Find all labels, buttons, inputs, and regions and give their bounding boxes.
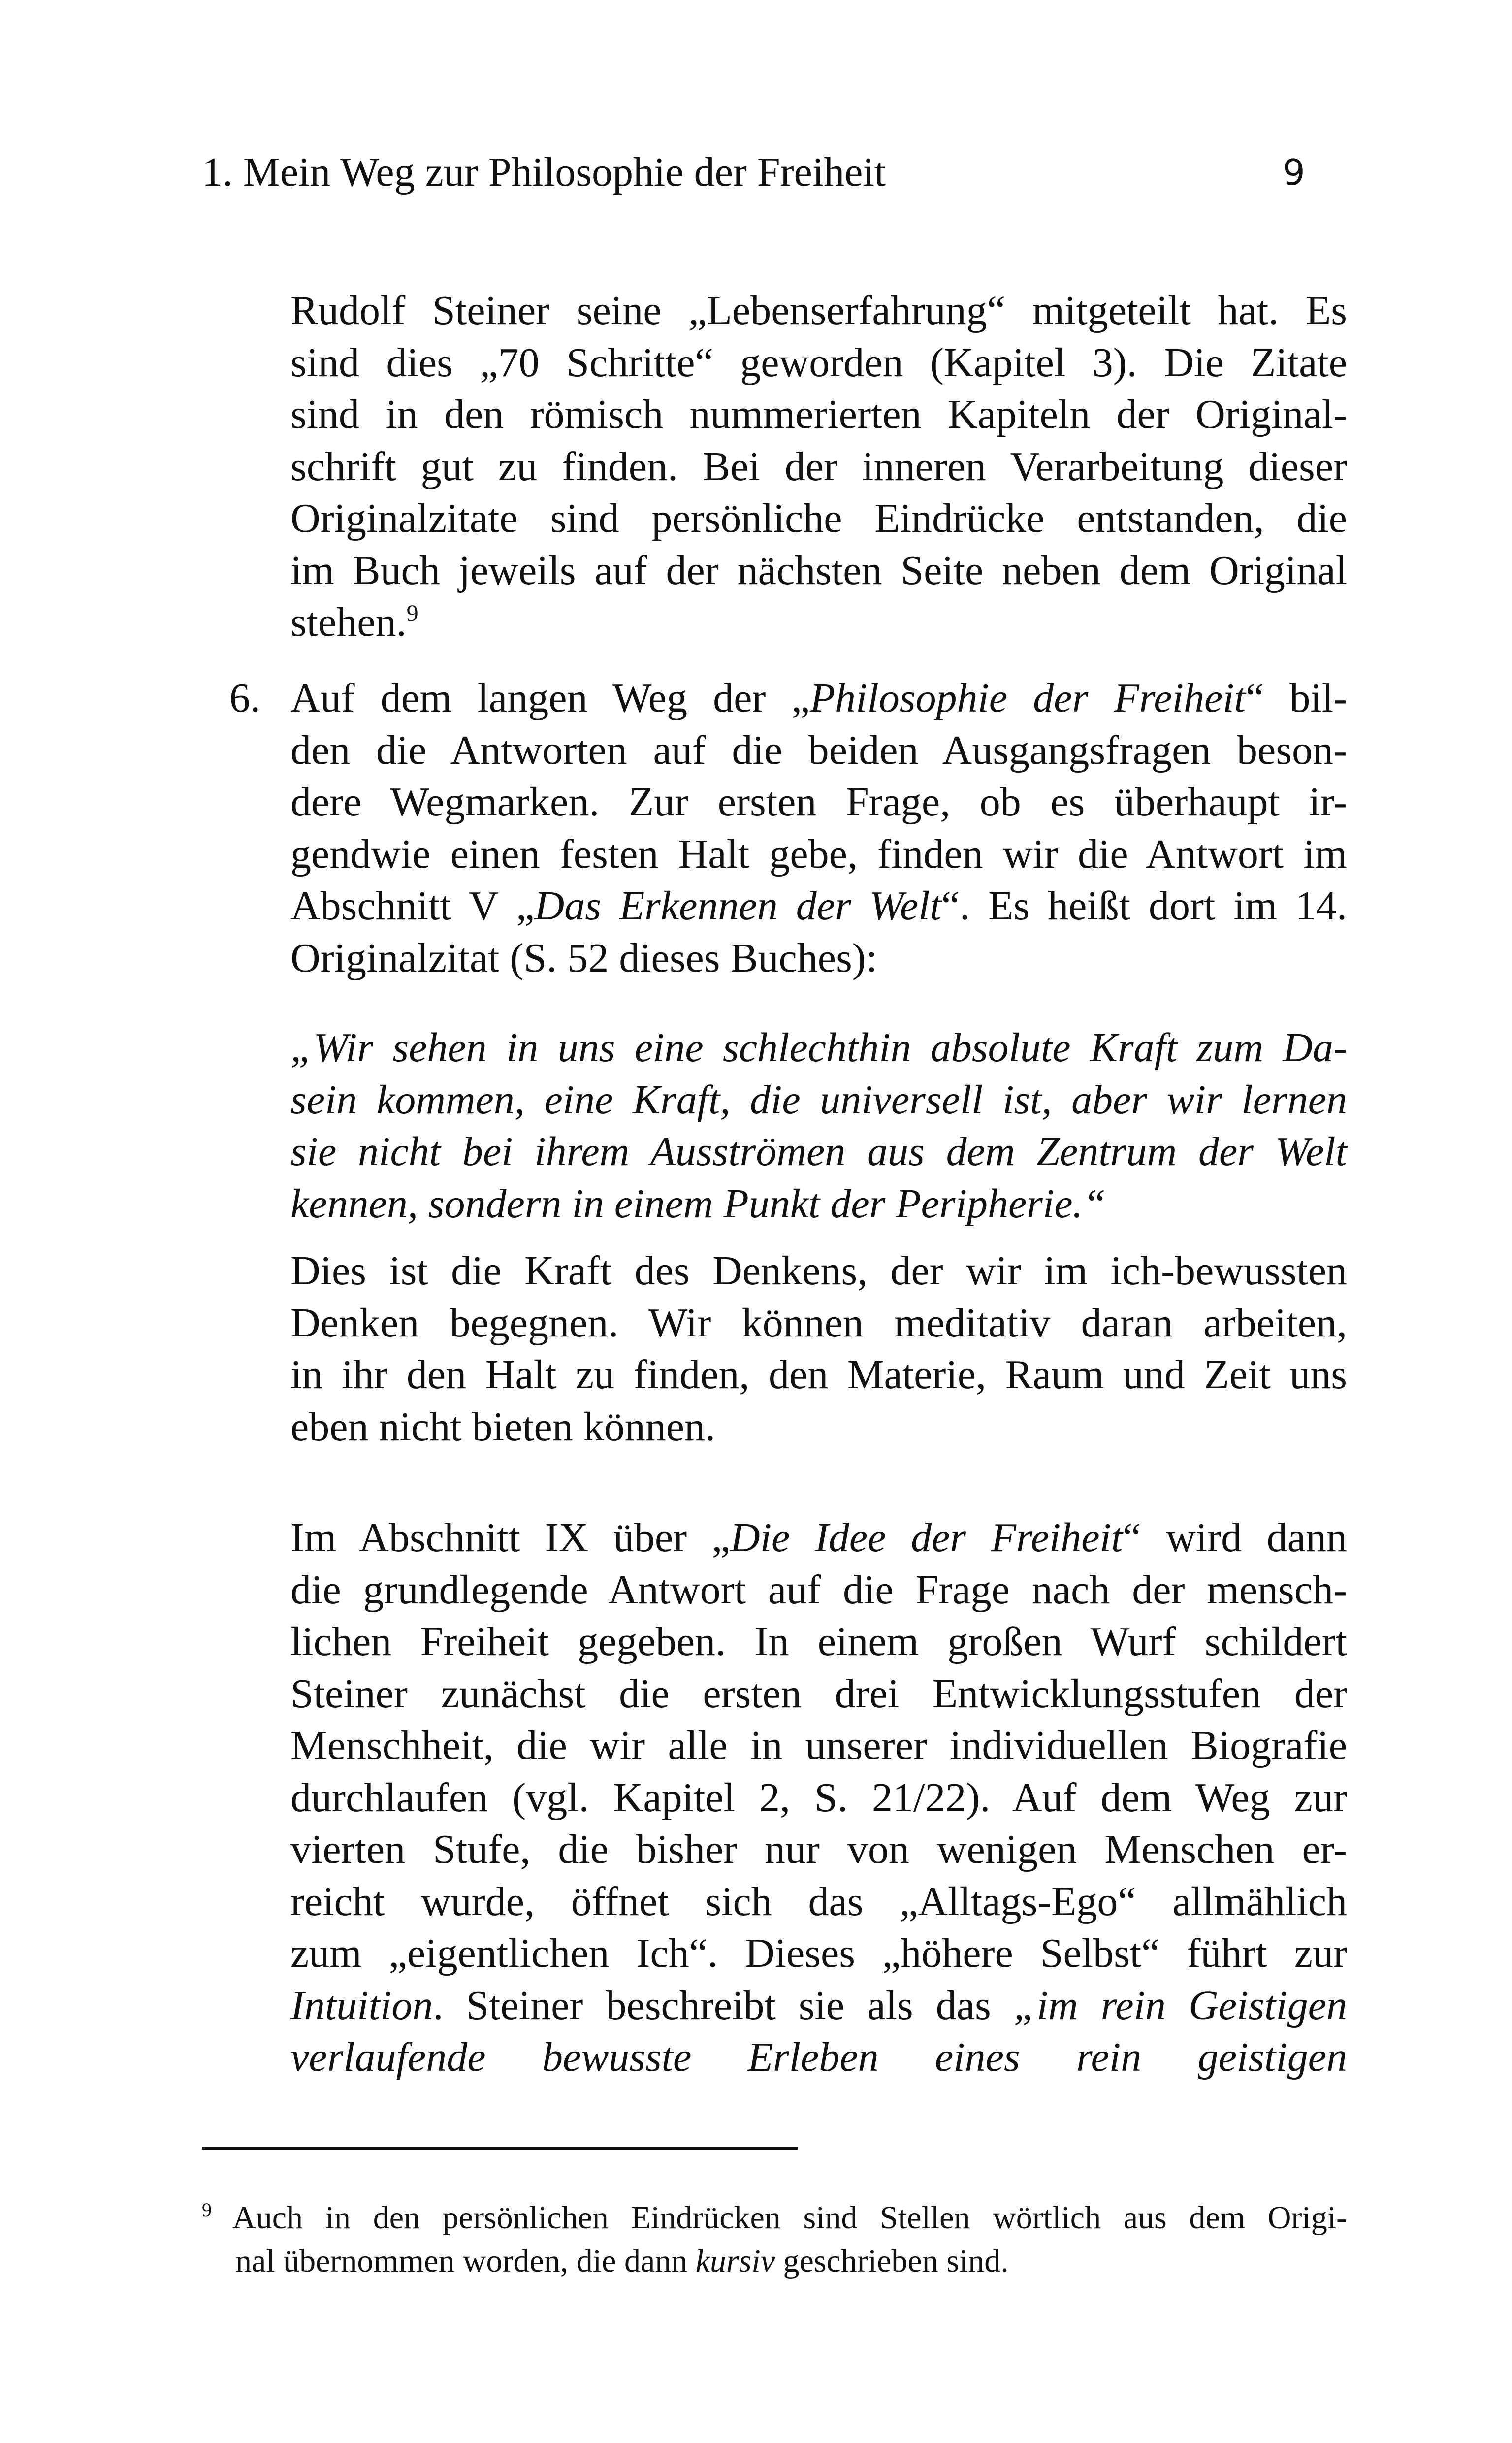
list-item-6-paragraph <box>290 672 1347 984</box>
quote-line: kennen, sondern in einem Punkt der Peripherie.“ <box>290 1180 1106 1227</box>
text-fragment: Auf dem langen Weg der „ <box>290 675 810 721</box>
text-line <box>290 672 1347 724</box>
text-line: Denken begegnen. Wir können meditativ daran arbeiten, <box>290 1300 1347 1346</box>
section-title-italic: Die Idee der Freiheit <box>730 1515 1123 1561</box>
text-line <box>290 1512 1347 1564</box>
text-line: zum „eigentlichen Ich“. Dieses „höhere Selbst“ führt zur <box>290 1930 1347 1976</box>
text-line: Rudolf Steiner seine „Lebenserfahrung“ mitgeteilt hat. Es <box>290 288 1347 333</box>
text-line: Originalzitat (S. 52 dieses Buches): <box>290 935 878 981</box>
text-fragment-italic: kursiv <box>695 2243 775 2279</box>
footnote-line <box>202 2240 1347 2283</box>
section-title-italic: Das Erkennen der Welt <box>534 883 941 929</box>
text-line <box>290 880 1347 932</box>
text-line: im Buch jeweils auf der nächsten Seite neben dem Original <box>290 547 1347 593</box>
quote-fragment-italic: „im rein Geistigen <box>1013 1982 1347 2028</box>
term-italic: Intuition <box>290 1982 433 2028</box>
footnote-reference[interactable]: 9 <box>406 600 418 626</box>
text-fragment: . Steiner beschreibt sie als das <box>433 1982 1014 2028</box>
text-line <box>290 596 1347 649</box>
text-line: eben nicht bieten können. <box>290 1403 716 1450</box>
running-header-title: 1. Mein Weg zur Philosophie der Freiheit <box>202 149 886 195</box>
text-fragment: geschrieben sind. <box>775 2243 1009 2279</box>
paragraph-lebenserfahrung <box>290 285 1347 649</box>
text-fragment: “ wird dann <box>1123 1515 1347 1561</box>
text-line: reicht wurde, öffnet sich das „Alltags-Ego“ allmählich <box>290 1878 1347 1924</box>
text-fragment: nal übernommen worden, die dann <box>235 2243 696 2279</box>
footnote-number: 9 <box>202 2199 212 2221</box>
text-line: sind in den römisch nummerierten Kapiteln der Original- <box>290 391 1347 437</box>
text-line: lichen Freiheit gegeben. In einem großen Wurf schildert <box>290 1619 1347 1664</box>
text-line: die grundlegende Antwort auf die Frage nach der mensch- <box>290 1566 1347 1613</box>
footnote-separator-rule <box>202 2147 798 2150</box>
text-line: dere Wegmarken. Zur ersten Frage, ob es überhaupt ir- <box>290 779 1347 825</box>
quote-line: sie nicht bei ihrem Ausströmen aus dem Zentrum der Welt <box>290 1129 1347 1174</box>
text-line: durchlaufen (vgl. Kapitel 2, S. 21/22). Auf dem Weg zur <box>290 1774 1347 1821</box>
paragraph-kraft-des-denkens <box>290 1245 1347 1453</box>
text-fragment: stehen. <box>290 599 407 645</box>
text-line: in ihr den Halt zu finden, den Materie, Raum und Zeit uns <box>290 1352 1347 1398</box>
paragraph-idee-der-freiheit <box>290 1512 1347 2084</box>
footnote-line <box>202 2196 1347 2240</box>
text-line: den die Antworten auf die beiden Ausgangsfragen beson- <box>290 727 1347 773</box>
text-line: gendwie einen festen Halt gebe, finden wir die Antwort im <box>290 831 1347 877</box>
text-fragment: “. Es heißt dort im 14. <box>941 883 1348 929</box>
book-title-italic: Philosophie der Freiheit <box>809 675 1246 721</box>
footnote <box>202 2196 1347 2283</box>
text-line: sind dies „70 Schritte“ geworden (Kapitel 3). Die Zitate <box>290 339 1347 386</box>
text-fragment: Auch in den persönlichen Eindrücken sind Stellen wörtlich aus dem Origi- <box>232 2200 1348 2236</box>
text-line: Dies ist die Kraft des Denkens, der wir im ich-bewussten <box>290 1248 1347 1294</box>
list-item-number: 6. <box>229 675 260 721</box>
text-fragment: Im Abschnitt IX über „ <box>290 1515 731 1561</box>
text-line: verlaufende bewusste Erleben eines rein geistigen <box>290 2034 1347 2080</box>
quote-line: sein kommen, eine Kraft, die universell ist, aber wir lernen <box>290 1076 1347 1123</box>
text-line: Menschheit, die wir alle in unserer individuellen Biografie <box>290 1723 1347 1768</box>
text-fragment: Abschnitt V „ <box>290 883 535 929</box>
quote-line: „Wir sehen in uns eine schlechthin absolute Kraft zum Da- <box>290 1025 1347 1071</box>
text-line: vierten Stufe, die bisher nur von wenigen Menschen er- <box>290 1826 1347 1872</box>
text-line: Steiner zunächst die ersten drei Entwicklungsstufen der <box>290 1670 1347 1717</box>
page-number: 9 <box>1283 152 1305 193</box>
text-fragment: “ bil- <box>1245 675 1347 721</box>
text-line: schrift gut zu finden. Bei der inneren Verarbeitung dieser <box>290 443 1347 489</box>
text-line <box>290 1980 1347 2032</box>
block-quote <box>290 1022 1347 1230</box>
text-line: Originalzitate sind persönliche Eindrücke entstanden, die <box>290 495 1347 541</box>
